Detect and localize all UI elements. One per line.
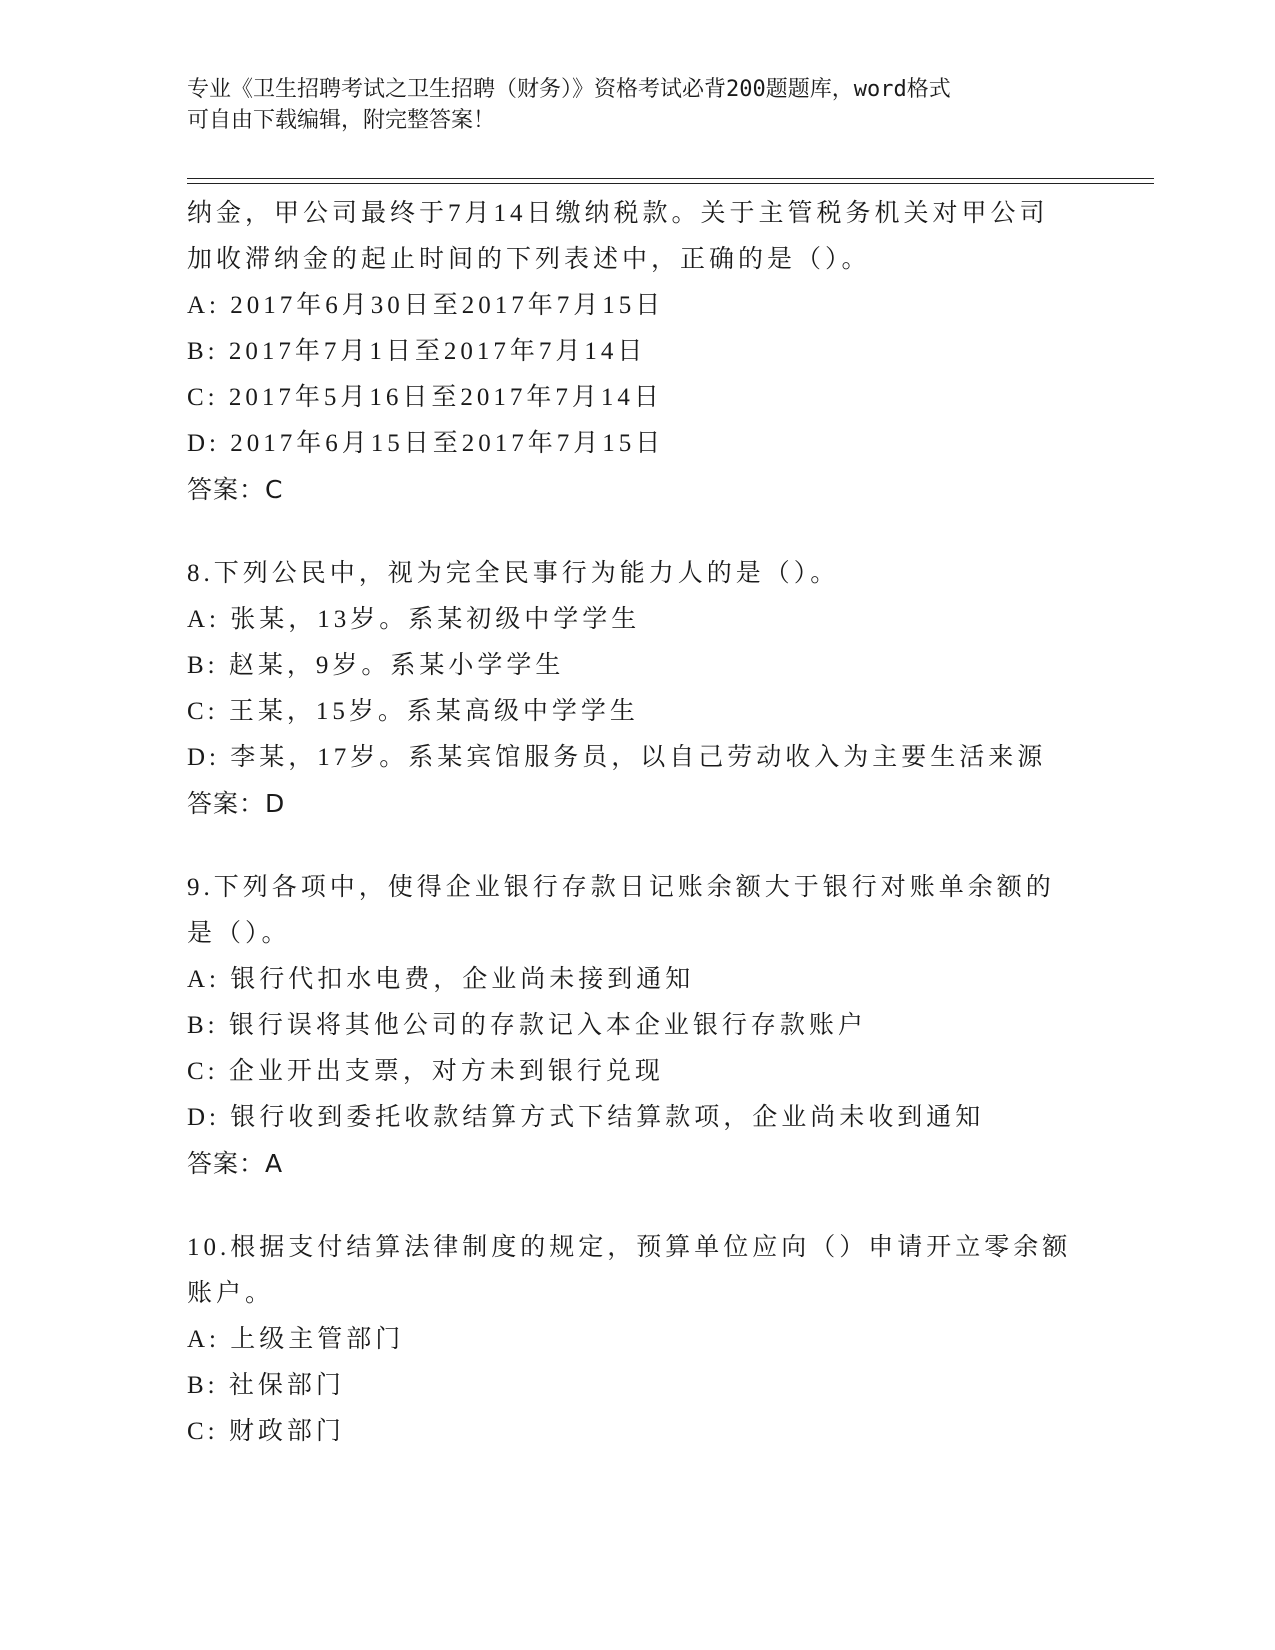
option-b: B: 赵某，9岁。系某小学学生 — [187, 652, 565, 679]
option-c: C: 财政部门 — [187, 1418, 345, 1445]
option-a: A: 2017年6月30日至2017年7月15日 — [187, 292, 665, 319]
header-line-2: 可自由下载编辑，附完整答案！ — [187, 108, 496, 133]
header-divider-top — [187, 178, 1154, 179]
option-d: D: 2017年6月15日至2017年7月15日 — [187, 430, 665, 457]
question-block-8 — [187, 551, 1087, 827]
option-b: B: 社保部门 — [187, 1372, 345, 1399]
question-block-continued — [187, 191, 1087, 513]
question-text: 加收滞纳金的起止时间的下列表述中，正确的是（）。 — [187, 246, 871, 273]
spacer — [187, 513, 1087, 551]
document-body — [187, 191, 1087, 1455]
option-b: B: 2017年7月1日至2017年7月14日 — [187, 338, 647, 365]
spacer — [187, 1187, 1087, 1225]
question-text: 9.下列各项中，使得企业银行存款日记账余额大于银行对账单余额的 — [187, 874, 1055, 901]
question-block-9 — [187, 865, 1087, 1187]
option-a: A: 银行代扣水电费，企业尚未接到通知 — [187, 966, 695, 993]
question-text: 是（）。 — [187, 920, 291, 947]
question-text: 10.根据支付结算法律制度的规定，预算单位应向（）申请开立零余额 — [187, 1234, 1072, 1261]
option-c: C: 2017年5月16日至2017年7月14日 — [187, 384, 663, 411]
option-d: D: 银行收到委托收款结算方式下结算款项，企业尚未收到通知 — [187, 1104, 985, 1131]
document-header — [187, 74, 1087, 136]
option-b: B: 银行误将其他公司的存款记入本企业银行存款账户 — [187, 1012, 867, 1039]
answer-text: 答案：C — [187, 475, 284, 504]
option-c: C: 企业开出支票，对方未到银行兑现 — [187, 1058, 664, 1085]
option-c: C: 王某，15岁。系某高级中学学生 — [187, 698, 639, 725]
question-text: 8.下列公民中，视为完全民事行为能力人的是（）。 — [187, 560, 840, 587]
option-a: A: 上级主管部门 — [187, 1326, 405, 1353]
header-line-1: 专业《卫生招聘考试之卫生招聘（财务）》资格考试必背200题题库，word格式 — [187, 77, 951, 102]
answer-text: 答案：D — [187, 789, 286, 818]
answer-text: 答案：A — [187, 1149, 284, 1178]
option-d: D: 李某，17岁。系某宾馆服务员，以自己劳动收入为主要生活来源 — [187, 744, 1047, 771]
spacer — [187, 827, 1087, 865]
question-text: 账户。 — [187, 1280, 275, 1307]
option-a: A: 张某，13岁。系某初级中学学生 — [187, 606, 641, 633]
question-text: 纳金，甲公司最终于7月14日缴纳税款。关于主管税务机关对甲公司 — [187, 200, 1049, 227]
header-divider-bottom — [187, 183, 1154, 184]
question-block-10 — [187, 1225, 1087, 1455]
